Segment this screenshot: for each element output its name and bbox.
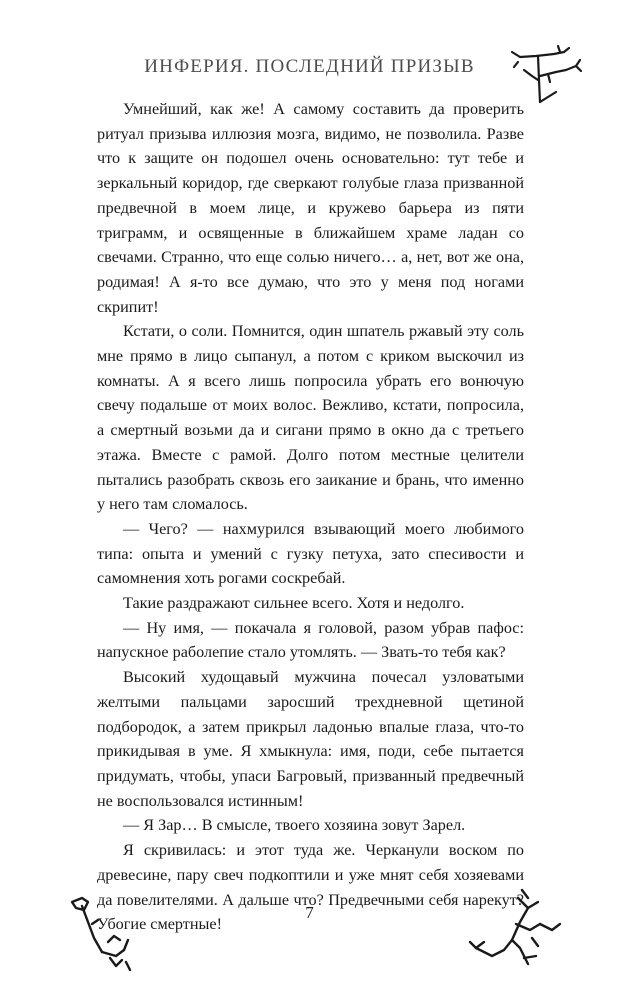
paragraph: Кстати, о соли. Помнится, один шпатель ржавый эту соль мне прямо в лицо сыпанул, а потом с криком выскочил из комнаты. А я всего лишь попросила убрать его вонючую свечу подальше от моих волос. Вежливо, кстати, попросила, а смертный возьми да и сигани прямо в окно да с третьего этажа. Вместе с рамой. Долго потом местные целители пытались разобрать сквозь его заикание и брань, что именно у него там сломалось.	[97, 322, 524, 514]
body-text	[97, 97, 524, 937]
page-number: 7	[305, 903, 314, 922]
rune-bottom-left-icon	[58, 892, 144, 978]
running-header: ИНФЕРИЯ. ПОСЛЕДНИЙ ПРИЗЫВ	[144, 56, 475, 77]
paragraph: Умнейший, как же! А самому составить да проверить ритуал призыва иллюзия мозга, видимо, не позволила. Разве что к защите он подошел очень основательно: тут тебе и зеркальный коридор, где сверкают голубые глаза призванной предвечной в моем лице, и кружево барьера из пяти триграмм, и освященные в ближайшем храме ладан со свечами. Странно, что еще солью ничего… а, нет, вот же она, родимая! А я-то все думаю, что это у меня под ногами скрипит!	[97, 100, 524, 316]
rune-bottom-right-icon	[462, 884, 566, 976]
paragraph: Я скривилась: и этот туда же. Черканули воском по древесине, пару свеч подкоптили и уже мнят себя хозяевами да повелителями. А дальше что? Предвечными себя нарекут? Убогие смертные!	[97, 841, 524, 934]
paragraph: Высокий худощавый мужчина почесал узловатыми желтыми пальцами заросший трехдневной щетиной подбородок, а затем прикрыл ладонью впалые глаза, что-то прикидывая в уме. Я хмыкнула: имя, поди, себе пытается придумать, чтобы, упаси Багровый, призванный предвечный не воспользовался истинным!	[97, 668, 524, 810]
paragraph: — Ну имя, — покачала я головой, разом убрав пафос: напускное раболепие стало утомлять. — Звать-то тебя как?	[97, 618, 524, 662]
paragraph: — Я Зар… В смысле, твоего хозяина зовут Зарел.	[123, 816, 466, 835]
paragraph: Такие раздражают сильнее всего. Хотя и недолго.	[123, 594, 465, 613]
paragraph: — Чего? — нахмурился взывающий моего любимого типа: опыта и умений с гузку петуха, зато спесивости и самомнения хоть рогами соскребай.	[97, 519, 524, 588]
